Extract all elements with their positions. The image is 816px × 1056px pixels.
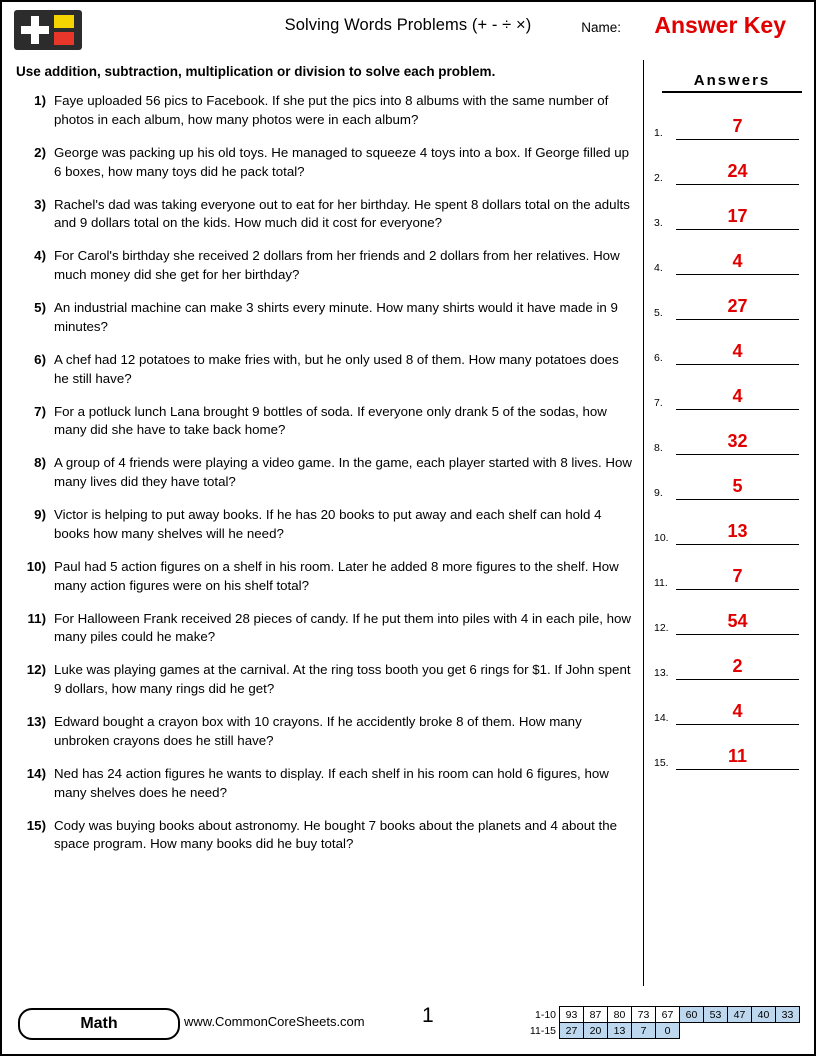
answer-number: 10. (654, 532, 669, 544)
answer-number: 5. (654, 307, 663, 319)
problem-text: Cody was buying books about astronomy. He bought 7 books about the planets and 4 about the space program. How many books did he buy total? (54, 817, 618, 852)
answer-row (654, 327, 799, 365)
answer-line (676, 634, 799, 635)
problem-text: Ned has 24 action figures he wants to display. If each shelf in his room can hold 6 figures, how many shelves does he need? (54, 765, 609, 800)
website-url: www.CommonCoreSheets.com (184, 1014, 365, 1029)
answer-number: 2. (654, 172, 663, 184)
problem-item (16, 351, 636, 389)
answer-value: 17 (727, 206, 748, 226)
problem-item (16, 610, 636, 648)
problem-item (16, 196, 636, 234)
problem-number: 15) (26, 817, 46, 833)
score-cell: 20 (584, 1023, 608, 1039)
score-cell: 73 (632, 1007, 656, 1023)
instructions-text: Use addition, subtraction, multiplication or division to solve each problem. (16, 64, 496, 79)
answer-line (676, 274, 799, 275)
page-header (2, 2, 814, 56)
score-cell: 7 (632, 1023, 656, 1039)
answer-line (676, 454, 799, 455)
score-cell: 40 (752, 1007, 776, 1023)
answer-number: 7. (654, 397, 663, 409)
problem-item (16, 506, 636, 544)
problem-number: 3) (34, 196, 46, 212)
answer-value: 13 (727, 521, 748, 541)
answer-number: 3. (654, 217, 663, 229)
problem-item (16, 299, 636, 337)
answer-row (654, 372, 799, 410)
answer-number: 4. (654, 262, 663, 274)
problem-item (16, 765, 636, 803)
answer-value: 4 (732, 701, 743, 721)
problem-number: 1) (34, 93, 46, 108)
answer-row (654, 147, 799, 185)
answer-value: 5 (732, 476, 743, 496)
score-row-2 (522, 1023, 800, 1039)
problem-text: Edward bought a crayon box with 10 crayons. If he accidently broke 8 of them. How many unbroken crayons does he still have? (54, 714, 582, 748)
problem-number: 6) (34, 351, 46, 367)
problem-number: 13) (26, 714, 46, 729)
answer-number: 1. (654, 127, 663, 139)
problem-text: An industrial machine can make 3 shirts every minute. How many shirts would it have made in 9 minutes? (54, 300, 618, 334)
problem-number: 4) (34, 248, 46, 264)
answer-line (676, 769, 799, 770)
score-cell: 47 (728, 1007, 752, 1023)
answer-row (654, 282, 799, 320)
answer-key-badge: Answer Key (654, 12, 786, 38)
answer-row (654, 102, 799, 140)
answer-line (676, 364, 799, 365)
problem-text: Luke was playing games at the carnival. At the ring toss booth you get 6 rings for $1. If John spent 9 dollars, how many rings did he get? (54, 662, 631, 697)
column-divider (643, 60, 644, 986)
problem-number: 8) (34, 455, 46, 471)
answer-number: 15. (654, 757, 669, 769)
score-table (522, 1006, 800, 1039)
score-cell: 27 (560, 1023, 584, 1039)
score-cell: 53 (704, 1007, 728, 1023)
problem-number: 10) (26, 558, 46, 574)
answer-value: 2 (732, 656, 743, 676)
problem-item (16, 713, 636, 751)
problem-item (16, 817, 636, 855)
problem-item (16, 92, 636, 130)
answer-value: 4 (732, 251, 743, 271)
answer-line (676, 724, 799, 725)
problem-text: For Halloween Frank received 28 pieces of candy. If he put them into piles with 4 in each pile, how many piles could he make? (54, 610, 631, 645)
problem-text: Faye uploaded 56 pics to Facebook. If she put the pics into 8 albums with the same number of photos in each album, how many photos were in each album? (54, 93, 609, 127)
problem-item (16, 454, 636, 492)
problem-text: For a potluck lunch Lana brought 9 bottles of soda. If everyone only drank 5 of the sodas, how many did she have to take back home? (54, 403, 607, 438)
problem-list (16, 92, 636, 868)
score-cell: 93 (560, 1007, 584, 1023)
answer-row (654, 687, 799, 725)
problem-item (16, 144, 636, 182)
answer-line (676, 319, 799, 320)
answer-number: 8. (654, 442, 663, 454)
answer-value: 4 (732, 341, 743, 361)
subject-badge: Math (18, 1008, 180, 1040)
answer-number: 9. (654, 487, 663, 499)
score-row-1 (522, 1007, 800, 1023)
score-cell: 87 (584, 1007, 608, 1023)
score-row-label: 11-15 (529, 1024, 556, 1037)
answer-number: 12. (654, 622, 669, 634)
answer-value: 11 (727, 746, 748, 766)
answer-value: 32 (727, 431, 748, 451)
problem-number: 2) (34, 144, 46, 160)
problem-number: 12) (26, 662, 46, 678)
problem-item (16, 403, 636, 441)
score-cell: 67 (656, 1007, 680, 1023)
answer-line (676, 184, 799, 185)
score-cell: 60 (680, 1007, 704, 1023)
answer-number: 14. (654, 712, 669, 724)
score-row-label: 1-10 (534, 1008, 556, 1021)
problem-number: 9) (34, 507, 46, 522)
answer-value: 4 (732, 386, 743, 406)
problem-number: 14) (26, 765, 46, 781)
problem-text: Rachel's dad was taking everyone out to eat for her birthday. He spent 8 dollars total on the adults and 9 dollars total on the kids. How much did it cost for everyone? (54, 196, 630, 231)
answer-row (654, 192, 799, 230)
problem-item (16, 558, 636, 596)
answer-value: 27 (727, 296, 748, 316)
problem-item (16, 661, 636, 699)
answer-row (654, 462, 799, 500)
problem-item (16, 247, 636, 285)
answer-number: 13. (654, 667, 669, 679)
answer-number: 11. (654, 577, 668, 589)
answer-row (654, 732, 799, 770)
problem-number: 11) (27, 610, 46, 626)
score-cell: 33 (776, 1007, 800, 1023)
page-footer (2, 1004, 814, 1048)
problem-text: For Carol's birthday she received 2 dollars from her friends and 2 dollars from her relatives. How much money did she get for her birthday? (54, 248, 620, 283)
answer-value: 24 (727, 161, 748, 181)
answer-row (654, 507, 799, 545)
answer-row (654, 552, 799, 590)
answer-row (654, 597, 799, 635)
answer-row (654, 642, 799, 680)
answers-heading: Answers (662, 72, 802, 93)
score-cell: 0 (656, 1023, 680, 1039)
answer-value: 7 (732, 566, 743, 586)
problem-number: 7) (34, 403, 46, 419)
answer-line (676, 589, 799, 590)
answer-line (676, 499, 799, 500)
answer-value: 54 (727, 611, 748, 631)
problem-text: Victor is helping to put away books. If he has 20 books to put away and each shelf can hold 4 books how many shelves will he need? (54, 507, 602, 541)
answer-value: 7 (732, 116, 743, 136)
page-number: 1 (422, 1004, 434, 1027)
answer-number: 6. (654, 352, 663, 364)
page-title: Solving Words Problems (+ - ÷ ×) (284, 16, 532, 34)
problem-text: A chef had 12 potatoes to make fries with, but he only used 8 of them. How many potatoes does he still have? (54, 351, 619, 386)
problem-text: A group of 4 friends were playing a video game. In the game, each player started with 8 lives. How many lives did they have total? (54, 455, 632, 490)
answer-line (676, 679, 799, 680)
answer-line (676, 544, 799, 545)
answer-line (676, 229, 799, 230)
answer-row (654, 237, 799, 275)
score-cell: 13 (608, 1023, 632, 1039)
name-label: Name: (581, 20, 621, 35)
problem-text: Paul had 5 action figures on a shelf in his room. Later he added 8 more figures to the shelf. How many action figures were on his shelf total? (54, 558, 619, 593)
problem-number: 5) (34, 300, 46, 315)
answer-row (654, 417, 799, 455)
answer-line (676, 409, 799, 410)
problem-text: George was packing up his old toys. He managed to squeeze 4 toys into a box. If George filled up 6 boxes, how many toys did he pack total? (54, 144, 630, 179)
answer-line (676, 139, 799, 140)
score-cell: 80 (608, 1007, 632, 1023)
